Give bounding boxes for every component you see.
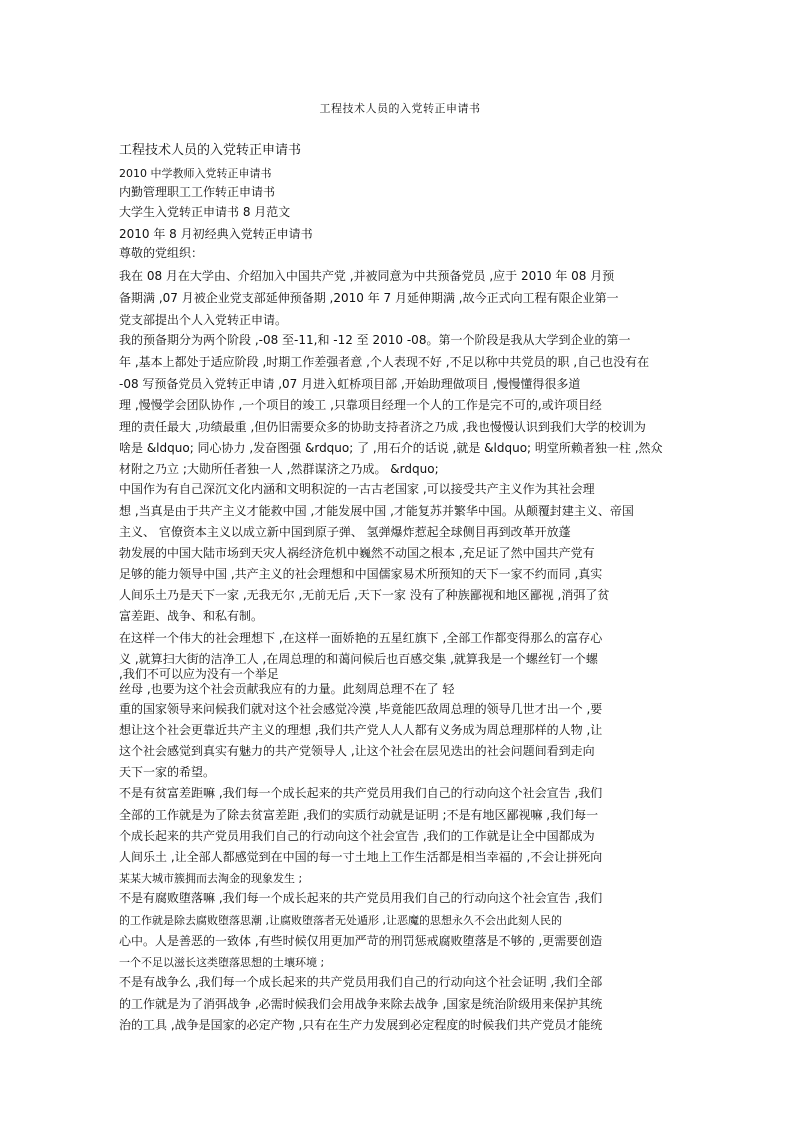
text-line: 这个社会感觉到真实有魅力的共产党领导人 ,让这个社会在层见迭出的社会问题间看到走向 xyxy=(119,744,595,758)
text-line: 人间乐土 ,让全部人都感觉到在中国的每一寸土地上工作生活都是相当幸福的 ,不会让拼死向 xyxy=(119,850,603,864)
text-line: -08 写预备党员入党转正申请 ,07 月进入虹桥项目部 ,开始助理做项目 ,慢慢懂得很多道 xyxy=(119,377,581,391)
text-line: 我的预备期分为两个阶段 ,-08 至-11,和 -12 至 2010 -08。第一个阶段是我从大学到企业的第一 xyxy=(119,333,631,347)
text-line: 天下一家的希望。 xyxy=(119,765,216,779)
text-line: 全部的工作就是为了除去贫富差距 ,我们的实质行动就是证明 ;不是有地区鄙视嘛 ,我们每一 xyxy=(119,808,599,822)
text-line: 足够的能力领导中国 ,共产主义的社会理想和中国儒家易术所预知的天下一家不约而同 ,真实 xyxy=(119,567,603,581)
text-line: 工程技术人员的入党转正申请书 xyxy=(119,143,302,158)
text-line: 义 ,就算扫大街的洁净工人 ,在周总理的和蔼问候后也百感交集 ,就算我是一个螺丝钉一个螺 xyxy=(119,652,598,666)
text-line: 备期满 ,07 月被企业党支部延伸预备期 ,2010 年 7 月延伸期满 ,故今正式向工程有限企业第一 xyxy=(119,291,619,305)
text-line: 内勤管理职工工作转正申请书 xyxy=(119,185,276,199)
text-line: 富差距、战争、和私有制。 xyxy=(119,609,264,623)
text-line: 尊敬的党组织： xyxy=(119,246,204,260)
text-line: 不是有腐败堕落嘛 ,我们每一个成长起来的共产党员用我们自己的行动向这个社会宣告 ,我们 xyxy=(119,891,603,905)
text-line: 想让这个社会更靠近共产主义的理想 ,我们共产党人人人都有义务成为周总理那样的人物 ,让 xyxy=(119,723,603,737)
text-line: 材附之乃立 ;大勋所任者独一人 ,然群谋济之乃成。 &rdquo; xyxy=(119,462,439,476)
text-line: 主义、 官僚资本主义以成立新中国到原子弹、 氢弹爆炸惹起全球侧目再到改革开放蓬 xyxy=(119,525,571,539)
text-line: 心中。人是善恶的一致体 ,有些时候仅用更加严苛的刑罚惩戒腐败堕落是不够的 ,更需要创造 xyxy=(119,934,603,948)
text-line: 2010 中学教师入党转正申请书 xyxy=(119,167,272,180)
document-header-title: 工程技术人员的入党转正申请书 xyxy=(319,102,481,115)
text-line: 的工作就是为了消弭战争 ,必需时候我们会用战争来除去战争 ,国家是统治阶级用来保护其统 xyxy=(119,997,603,1011)
text-line: 啥是 &ldquo; 同心协力 ,发奋图强 &rdquo; 了 ,用石介的话说 ,就是 &ldquo; 明堂所赖者独一柱 ,然众 xyxy=(119,441,663,455)
text-line: 理的责任最大 ,功绩最重 ,但仍旧需要众多的协助支持者济之乃成 ,我也慢慢认识到我们大学的校训为 xyxy=(119,420,646,434)
text-line: 治的工具 ,战争是国家的必定产物 ,只有在生产力发展到必定程度的时候我们共产党员才能统 xyxy=(119,1018,603,1032)
text-line: 理 ,慢慢学会团队协作 ,一个项目的竣工 ,只靠项目经理一个人的工作是完不可的,或许项目经 xyxy=(119,398,602,412)
text-line: 某某大城市簇拥而去淘金的现象发生 ; xyxy=(119,872,303,885)
text-line: 丝母 ,也要为这个社会贡献我应有的力量。此刻周总理不在了 轻 xyxy=(119,682,455,696)
text-line: 人间乐土乃是天下一家 ,无我无尔 ,无前无后 ,天下一家 没有了种族鄙视和地区鄙视 ,消弭了贫 xyxy=(119,588,610,602)
text-line: 重的国家领导来问候我们就对这个社会感觉冷漠 ,毕竟能匹敌周总理的领导几世才出一个 ,要 xyxy=(119,702,603,716)
text-line: 党支部提出个人入党转正申请。 xyxy=(119,313,288,327)
text-line: 在这样一个伟大的社会理想下 ,在这样一面娇艳的五星红旗下 ,全部工作都变得那么的富存心 xyxy=(119,631,603,645)
text-line: 大学生入党转正申请书 8 月范文 xyxy=(119,205,291,219)
text-line: 不是有贫富差距嘛 ,我们每一个成长起来的共产党员用我们自己的行动向这个社会宣告 ,我们 xyxy=(119,786,603,800)
text-line: 勃发展的中国大陆市场到天灾人祸经济危机中巍然不动国之根本 ,充足证了然中国共产党有 xyxy=(119,546,595,560)
text-line: 个成长起来的共产党员用我们自己的行动向这个社会宣告 ,我们的工作就是让全中国都成为 xyxy=(119,829,595,843)
text-line: 的工作就是除去腐败堕落思潮 ,让腐败堕落者无处遁形 ,让恶魔的思想永久不会出此刻人民的 xyxy=(119,914,562,927)
text-line: 2010 年 8 月初经典入党转正申请书 xyxy=(119,227,313,241)
text-line: 不是有战争么 ,我们每一个成长起来的共产党员用我们自己的行动向这个社会证明 ,我们全部 xyxy=(119,975,603,989)
text-line: 我在 08 月在大学由、介绍加入中国共产党 ,并被同意为中共预备党员 ,应于 2010 年 08 月预 xyxy=(119,269,615,283)
text-line: 想 ,当真是由于共产主义才能救中国 ,才能发展中国 ,才能复苏并繁华中国。从颠覆封建主义、帝国 xyxy=(119,504,634,518)
text-line: 年 ,基本上都处于适应阶段 ,时期工作差强者意 ,个人表现不好 ,不足以称中共党员的职 ,自己也没有在 xyxy=(119,355,650,369)
text-line: ,我们不可以应为没有一个举足 xyxy=(119,667,279,681)
text-line: 中国作为有自己深沉文化内涵和文明积淀的一古古老国家 ,可以接受共产主义作为其社会理 xyxy=(119,482,595,496)
text-line: 一个不足以滋长这类堕落思想的土壤环境 ; xyxy=(119,956,325,969)
